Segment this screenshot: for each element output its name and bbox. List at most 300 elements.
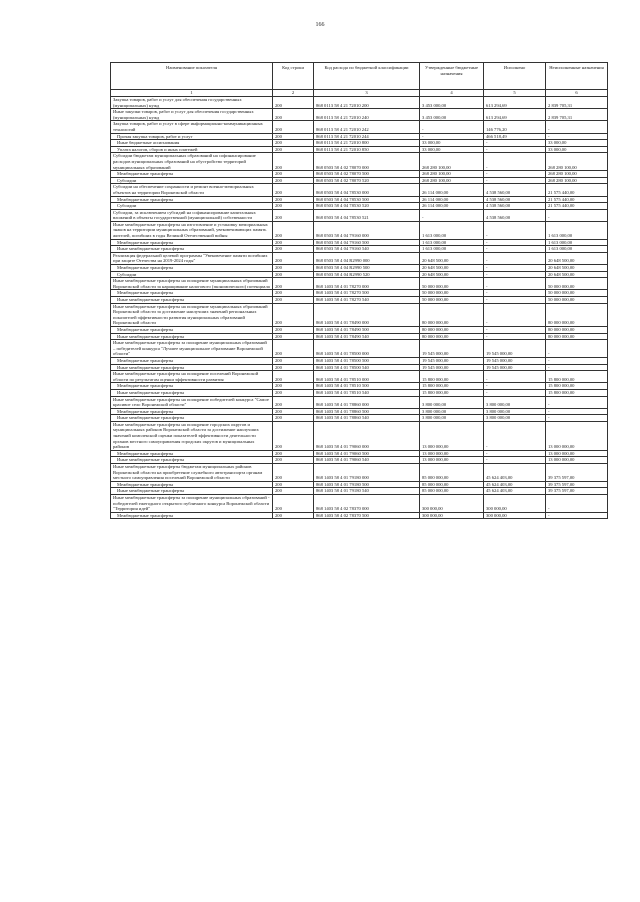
row-name: Иные межбюджетные трансферты за поощрение муниципальных образований – победителей конкурса "Лучшее муниципальное образование Воронежской области"	[111, 340, 273, 358]
column-number: 2	[273, 90, 314, 97]
row-executed: 19 545 000,00	[484, 357, 546, 364]
row-line-code: 200	[273, 408, 314, 415]
row-budget-code: 868 0503 58 4 04 R2990 520	[314, 271, 420, 278]
row-approved: 19 545 000,00	[420, 357, 484, 364]
row-name: Межбюджетные трансферты	[111, 196, 273, 203]
row-unexecuted: 1 613 000,00	[546, 221, 608, 239]
row-executed: 146 776,20	[484, 121, 546, 133]
row-name: Межбюджетные трансферты	[111, 326, 273, 333]
row-budget-code: 868 1403 58 4 01 78510 540	[314, 389, 420, 396]
row-executed: -	[484, 171, 546, 178]
row-name: Межбюджетные трансферты	[111, 408, 273, 415]
row-unexecuted: 80 000 000,00	[546, 303, 608, 326]
row-budget-code: 868 0503 58 4 04 79160 540	[314, 246, 420, 253]
row-unexecuted: 1 613 000,00	[546, 246, 608, 253]
row-name: Иные межбюджетные трансферты	[111, 297, 273, 304]
row-name: Иные бюджетные ассигнования	[111, 140, 273, 147]
row-approved: 80 000 000,00	[420, 326, 484, 333]
row-approved: 300 000,00	[420, 512, 484, 519]
row-budget-code: 868 0503 58 4 04 78530 520	[314, 203, 420, 210]
row-unexecuted: -	[546, 121, 608, 133]
row-line-code: 200	[273, 221, 314, 239]
row-budget-code: 868 1403 58 4 01 79180 000	[314, 464, 420, 482]
row-budget-code: 868 0113 58 4 21 72010 850	[314, 146, 420, 153]
table-row	[111, 457, 608, 464]
row-line-code: 200	[273, 184, 314, 196]
row-approved: 50 000 000,00	[420, 278, 484, 290]
row-executed: -	[484, 450, 546, 457]
row-line-code: 200	[273, 109, 314, 121]
row-budget-code: 868 1403 58 4 01 78490 000	[314, 303, 420, 326]
row-executed: -	[484, 371, 546, 383]
row-approved: -	[420, 209, 484, 221]
row-budget-code: 868 0503 58 4 04 R2990 000	[314, 252, 420, 264]
row-line-code: 200	[273, 333, 314, 340]
row-approved: 3 800 000,00	[420, 408, 484, 415]
row-unexecuted: 1 613 000,00	[546, 239, 608, 246]
row-name: Межбюджетные трансферты	[111, 171, 273, 178]
row-unexecuted: 39 375 597,00	[546, 488, 608, 495]
row-name: Межбюджетные трансферты	[111, 239, 273, 246]
table-row	[111, 271, 608, 278]
row-approved: 300 000,00	[420, 495, 484, 513]
row-executed: -	[484, 333, 546, 340]
table-body	[111, 97, 608, 519]
table-row	[111, 408, 608, 415]
table-row	[111, 357, 608, 364]
row-unexecuted: 15 800 000,00	[546, 371, 608, 383]
row-budget-code: 868 1403 58 4 01 78860 000	[314, 396, 420, 408]
row-budget-code: 868 0503 58 4 02 78070 000	[314, 153, 420, 171]
row-approved: 85 000 000,00	[420, 488, 484, 495]
row-line-code: 200	[273, 457, 314, 464]
table-row	[111, 364, 608, 371]
row-executed: 45 624 403,00	[484, 464, 546, 482]
table-row	[111, 297, 608, 304]
row-approved: 33 000,00	[420, 140, 484, 147]
row-budget-code: 868 0113 58 4 21 72010 244	[314, 133, 420, 140]
header-executed: Исполнено	[484, 63, 546, 90]
row-name: Иные межбюджетные трансферты на поощрение поселений Воронежской области по результатам оценки эффективности развития	[111, 371, 273, 383]
table-row	[111, 153, 608, 171]
row-executed: -	[484, 290, 546, 297]
row-unexecuted: -	[546, 209, 608, 221]
row-unexecuted: -	[546, 495, 608, 513]
row-executed: 45 624 403,00	[484, 481, 546, 488]
row-unexecuted: 50 000 000,00	[546, 278, 608, 290]
row-approved: 26 114 000,00	[420, 184, 484, 196]
row-executed: 4 538 560,00	[484, 203, 546, 210]
row-approved: 15 800 000,00	[420, 389, 484, 396]
row-line-code: 200	[273, 121, 314, 133]
row-line-code: 200	[273, 203, 314, 210]
row-budget-code: 868 1403 58 4 01 78510 000	[314, 371, 420, 383]
row-line-code: 200	[273, 177, 314, 184]
row-executed: 4 538 560,00	[484, 209, 546, 221]
row-approved: 3 453 000,00	[420, 109, 484, 121]
row-executed: 19 545 000,00	[484, 340, 546, 358]
table-row	[111, 184, 608, 196]
row-approved: -	[420, 133, 484, 140]
row-approved: 13 000 000,00	[420, 450, 484, 457]
row-line-code: 200	[273, 153, 314, 171]
row-line-code: 200	[273, 239, 314, 246]
row-budget-code: 868 1403 58 4 01 79180 500	[314, 481, 420, 488]
header-indicator-name: Наименование показателя	[111, 63, 273, 90]
row-executed: 300 000,00	[484, 512, 546, 519]
row-approved: 13 000 000,00	[420, 457, 484, 464]
table-row	[111, 495, 608, 513]
row-unexecuted: 80 000 000,00	[546, 333, 608, 340]
row-name: Межбюджетные трансферты	[111, 450, 273, 457]
row-budget-code: 868 1403 58 4 01 79060 500	[314, 450, 420, 457]
row-line-code: 200	[273, 196, 314, 203]
row-name: Субсидии	[111, 177, 273, 184]
row-executed: -	[484, 265, 546, 272]
row-name: Уплата налогов, сборов и иных платежей	[111, 146, 273, 153]
row-name: Иные межбюджетные трансферты	[111, 333, 273, 340]
row-unexecuted: 80 000 000,00	[546, 326, 608, 333]
row-executed: 300 000,00	[484, 495, 546, 513]
row-line-code: 200	[273, 252, 314, 264]
row-line-code: 200	[273, 271, 314, 278]
row-line-code: 200	[273, 133, 314, 140]
table-row	[111, 252, 608, 264]
row-budget-code: 868 1403 58 4 01 78500 540	[314, 364, 420, 371]
row-line-code: 200	[273, 265, 314, 272]
row-name: Межбюджетные трансферты	[111, 290, 273, 297]
row-approved: 15 800 000,00	[420, 383, 484, 390]
row-approved: 268 280 100,00	[420, 171, 484, 178]
row-executed: -	[484, 421, 546, 450]
row-line-code: 200	[273, 421, 314, 450]
row-line-code: 200	[273, 364, 314, 371]
column-number: 4	[420, 90, 484, 97]
row-unexecuted: -	[546, 408, 608, 415]
row-budget-code: 868 1403 58 4 01 78500 500	[314, 357, 420, 364]
column-number: 1	[111, 90, 273, 97]
row-unexecuted: 2 839 705,31	[546, 97, 608, 109]
row-budget-code: 868 0113 58 4 21 72010 800	[314, 140, 420, 147]
table-row	[111, 396, 608, 408]
row-approved: 3 800 000,00	[420, 396, 484, 408]
column-number-row	[111, 90, 608, 97]
row-executed: 19 545 000,00	[484, 364, 546, 371]
row-line-code: 200	[273, 415, 314, 422]
row-name: Иные межбюджетные трансферты	[111, 488, 273, 495]
row-line-code: 200	[273, 209, 314, 221]
row-line-code: 200	[273, 512, 314, 519]
table-row	[111, 109, 608, 121]
row-name: Иные межбюджетные трансферты	[111, 246, 273, 253]
row-budget-code: 868 1403 58 4 01 79180 540	[314, 488, 420, 495]
row-executed: 3 800 000,00	[484, 408, 546, 415]
table-row	[111, 383, 608, 390]
row-name: Субсидии бюджетам муниципальных образований на софинансирование расходов муниципальных образований на обустройство территорий муниципальных образований	[111, 153, 273, 171]
row-approved: 50 000 000,00	[420, 290, 484, 297]
row-executed: -	[484, 297, 546, 304]
column-number: 5	[484, 90, 546, 97]
row-name: Закупка товаров, работ и услуг для обеспечения государственных (муниципальных) нужд	[111, 97, 273, 109]
row-approved: 20 648 500,00	[420, 271, 484, 278]
row-line-code: 200	[273, 389, 314, 396]
row-unexecuted: 268 280 100,00	[546, 177, 608, 184]
row-name: Иные межбюджетные трансферты	[111, 364, 273, 371]
row-budget-code: 868 0503 58 4 02 78070 520	[314, 177, 420, 184]
row-budget-code: 868 0503 58 4 04 78530 500	[314, 196, 420, 203]
table-row	[111, 450, 608, 457]
row-line-code: 200	[273, 303, 314, 326]
row-executed: 3 800 000,00	[484, 415, 546, 422]
row-name: Иные межбюджетные трансферты на поощрение городских округов и муниципальных районов Воронежской области за достижение наилучших значений комплексной оценки показателей эффективности деятельности органов местного самоуправления городских округов и муниципальных районов	[111, 421, 273, 450]
row-budget-code: 868 0503 58 4 04 78530 000	[314, 184, 420, 196]
table-row	[111, 303, 608, 326]
row-approved: 80 000 000,00	[420, 333, 484, 340]
row-unexecuted: -	[546, 340, 608, 358]
row-executed: 45 624 403,00	[484, 488, 546, 495]
row-name: Иные межбюджетные трансферты на поощрение муниципальных образований Воронежской области за наращивание налогового (экономического) потенциала	[111, 278, 273, 290]
row-budget-code: 868 1403 58 4 01 78270 500	[314, 290, 420, 297]
header-approved: Утвержденные бюджетные назначения	[420, 63, 484, 90]
row-line-code: 200	[273, 481, 314, 488]
table-row	[111, 121, 608, 133]
row-unexecuted: 33 000,00	[546, 140, 608, 147]
row-budget-code: 868 1403 58 4 01 79060 540	[314, 457, 420, 464]
row-budget-code: 868 0503 58 4 04 79160 500	[314, 239, 420, 246]
row-executed: -	[484, 140, 546, 147]
row-budget-code: 868 1403 58 4 01 78270 540	[314, 297, 420, 304]
row-name: Иные межбюджетные трансферты за поощрение муниципальных образований - победителей ежегодного открытого публичного конкурса Воронежской области "Территория идей"	[111, 495, 273, 513]
table-row	[111, 333, 608, 340]
row-unexecuted: 50 000 000,00	[546, 297, 608, 304]
table-row	[111, 246, 608, 253]
table-row	[111, 371, 608, 383]
row-name: Иные закупки товаров, работ и услуг для обеспечения государственных (муниципальных) нужд	[111, 109, 273, 121]
row-unexecuted: 20 648 500,00	[546, 271, 608, 278]
row-unexecuted: 33 000,00	[546, 146, 608, 153]
row-unexecuted: 2 839 705,31	[546, 109, 608, 121]
row-budget-code: 868 1403 58 4 01 78490 540	[314, 333, 420, 340]
row-approved: 19 545 000,00	[420, 340, 484, 358]
row-name: Субсидии на обеспечение сохранности и ремонт военно-мемориальных объектов на территории Воронежской области	[111, 184, 273, 196]
row-unexecuted: 39 375 597,00	[546, 464, 608, 482]
row-name: Иные межбюджетные трансферты на поощрение победителей конкурса "Самое красивое село Воронежской области"	[111, 396, 273, 408]
row-line-code: 200	[273, 340, 314, 358]
row-line-code: 200	[273, 326, 314, 333]
row-approved: 50 000 000,00	[420, 297, 484, 304]
row-unexecuted: 21 575 440,00	[546, 184, 608, 196]
table-row	[111, 512, 608, 519]
row-executed: 613 294,69	[484, 109, 546, 121]
column-number: 6	[546, 90, 608, 97]
table-header-row	[111, 63, 608, 90]
row-executed: -	[484, 326, 546, 333]
row-approved: 20 648 500,00	[420, 252, 484, 264]
row-name: Субсидии, за исключением субсидий на софинансирование капитальных вложений в объекты государственной (муниципальной) собственности	[111, 209, 273, 221]
row-budget-code: 868 1403 58 4 01 78500 000	[314, 340, 420, 358]
row-executed: -	[484, 153, 546, 171]
table-row	[111, 415, 608, 422]
table-row	[111, 464, 608, 482]
row-name: Иные межбюджетные трансферты	[111, 389, 273, 396]
row-executed: -	[484, 146, 546, 153]
row-approved: 15 800 000,00	[420, 371, 484, 383]
row-approved: 3 453 000,00	[420, 97, 484, 109]
row-budget-code: 868 0503 58 4 04 78530 521	[314, 209, 420, 221]
row-approved: 13 000 000,00	[420, 421, 484, 450]
row-approved: 268 280 100,00	[420, 177, 484, 184]
row-executed: -	[484, 271, 546, 278]
row-approved: 26 114 000,00	[420, 203, 484, 210]
row-unexecuted: 20 648 500,00	[546, 252, 608, 264]
page-number: 166	[315, 22, 325, 28]
table-row	[111, 265, 608, 272]
row-budget-code: 868 1403 58 4 01 78860 540	[314, 415, 420, 422]
row-name: Иные межбюджетные трансферты	[111, 457, 273, 464]
row-name: Иные межбюджетные трансферты на поощрение муниципальных образований Воронежской области за достижение наилучших значений региональных показателей эффективности развития муниципальных образований Воронежской области	[111, 303, 273, 326]
row-line-code: 200	[273, 297, 314, 304]
row-unexecuted: -	[546, 364, 608, 371]
row-unexecuted: 21 575 440,00	[546, 196, 608, 203]
row-unexecuted: 13 000 000,00	[546, 450, 608, 457]
table-row	[111, 209, 608, 221]
row-executed: 466 518,49	[484, 133, 546, 140]
table-row	[111, 481, 608, 488]
row-line-code: 200	[273, 450, 314, 457]
row-name: Субсидии	[111, 271, 273, 278]
table-row	[111, 203, 608, 210]
row-budget-code: 868 0113 58 4 21 72010 200	[314, 97, 420, 109]
row-unexecuted: 13 000 000,00	[546, 457, 608, 464]
table-row	[111, 421, 608, 450]
table-row	[111, 488, 608, 495]
table-row	[111, 196, 608, 203]
header-line-code: Код строки	[273, 63, 314, 90]
row-budget-code: 868 1403 58 4 01 78860 500	[314, 408, 420, 415]
row-line-code: 200	[273, 146, 314, 153]
row-executed: -	[484, 246, 546, 253]
row-unexecuted: 50 000 000,00	[546, 290, 608, 297]
column-number: 3	[314, 90, 420, 97]
row-executed: -	[484, 239, 546, 246]
row-unexecuted: 21 575 440,00	[546, 203, 608, 210]
table-row	[111, 140, 608, 147]
row-approved: 1 613 000,00	[420, 239, 484, 246]
row-executed: -	[484, 389, 546, 396]
row-budget-code: 868 0113 58 4 21 72010 242	[314, 121, 420, 133]
table-row	[111, 290, 608, 297]
row-approved: 1 613 000,00	[420, 246, 484, 253]
row-name: Межбюджетные трансферты	[111, 383, 273, 390]
budget-execution-table	[110, 62, 608, 519]
row-name: Межбюджетные трансферты	[111, 512, 273, 519]
row-approved: 268 280 100,00	[420, 153, 484, 171]
row-line-code: 200	[273, 488, 314, 495]
table-row	[111, 221, 608, 239]
table-row	[111, 133, 608, 140]
row-approved: 85 000 000,00	[420, 481, 484, 488]
row-executed: 3 800 000,00	[484, 396, 546, 408]
row-executed: -	[484, 221, 546, 239]
row-unexecuted: -	[546, 415, 608, 422]
row-line-code: 200	[273, 396, 314, 408]
row-approved: 1 613 000,00	[420, 221, 484, 239]
row-line-code: 200	[273, 290, 314, 297]
row-approved: 80 000 000,00	[420, 303, 484, 326]
row-name: Межбюджетные трансферты	[111, 357, 273, 364]
row-executed: -	[484, 457, 546, 464]
row-line-code: 200	[273, 171, 314, 178]
row-unexecuted: 268 280 100,00	[546, 153, 608, 171]
row-approved: 85 000 000,00	[420, 464, 484, 482]
row-executed: 613 294,69	[484, 97, 546, 109]
row-unexecuted: -	[546, 133, 608, 140]
header-budget-classification: Код расхода по бюджетной классификации	[314, 63, 420, 90]
table-row	[111, 177, 608, 184]
row-name: Иные межбюджетные трансферты на изготовление и установку мемориальных знаков на территории муниципальных образований, увековечивающих память жителей, погибших в годы Великой Отечественной войны	[111, 221, 273, 239]
row-unexecuted: 20 648 500,00	[546, 265, 608, 272]
table-row	[111, 239, 608, 246]
table-row	[111, 146, 608, 153]
row-name: Субсидии	[111, 203, 273, 210]
row-budget-code: 868 0113 58 4 21 72010 240	[314, 109, 420, 121]
row-executed: -	[484, 383, 546, 390]
row-line-code: 200	[273, 246, 314, 253]
table-row	[111, 278, 608, 290]
row-budget-code: 868 1403 58 4 01 79060 000	[314, 421, 420, 450]
row-line-code: 200	[273, 383, 314, 390]
row-executed: 4 538 560,00	[484, 196, 546, 203]
row-executed: 4 538 560,00	[484, 184, 546, 196]
header-unexecuted: Неисполненные назначения	[546, 63, 608, 90]
table-row	[111, 326, 608, 333]
row-budget-code: 868 1403 58 4 01 78270 000	[314, 278, 420, 290]
row-name: Реализация федеральной целевой программы "Увековечение памяти погибших при защите Отечества на 2019-2024 годы"	[111, 252, 273, 264]
row-name: Иные межбюджетные трансферты бюджетам муниципальных районов Воронежской области на приобретение служебного автотранспорта органам местного самоуправления поселений Воронежской области	[111, 464, 273, 482]
row-name: Прочая закупка товаров, работ и услуг	[111, 133, 273, 140]
row-approved: 20 648 500,00	[420, 265, 484, 272]
row-line-code: 200	[273, 140, 314, 147]
row-name: Межбюджетные трансферты	[111, 481, 273, 488]
row-budget-code: 868 0503 58 4 04 79160 000	[314, 221, 420, 239]
row-executed: -	[484, 252, 546, 264]
row-line-code: 200	[273, 357, 314, 364]
row-budget-code: 868 0503 58 4 04 R2990 500	[314, 265, 420, 272]
row-unexecuted: 39 375 597,00	[546, 481, 608, 488]
row-executed: -	[484, 303, 546, 326]
table-row	[111, 340, 608, 358]
row-unexecuted: -	[546, 357, 608, 364]
row-approved: -	[420, 121, 484, 133]
row-name: Закупка товаров, работ и услуг в сфере информационно-коммуникационных технологий	[111, 121, 273, 133]
row-unexecuted: 13 000 000,00	[546, 421, 608, 450]
row-line-code: 200	[273, 464, 314, 482]
row-line-code: 200	[273, 278, 314, 290]
row-budget-code: 868 1403 58 4 01 78490 500	[314, 326, 420, 333]
row-line-code: 200	[273, 495, 314, 513]
row-name: Межбюджетные трансферты	[111, 265, 273, 272]
row-executed: -	[484, 278, 546, 290]
row-unexecuted: 15 800 000,00	[546, 383, 608, 390]
row-name: Иные межбюджетные трансферты	[111, 415, 273, 422]
row-approved: 19 545 000,00	[420, 364, 484, 371]
row-unexecuted: 268 280 100,00	[546, 171, 608, 178]
table-row	[111, 97, 608, 109]
table-row	[111, 389, 608, 396]
row-budget-code: 868 1403 58 4 02 78370 500	[314, 512, 420, 519]
row-approved: 3 800 000,00	[420, 415, 484, 422]
row-unexecuted: -	[546, 396, 608, 408]
